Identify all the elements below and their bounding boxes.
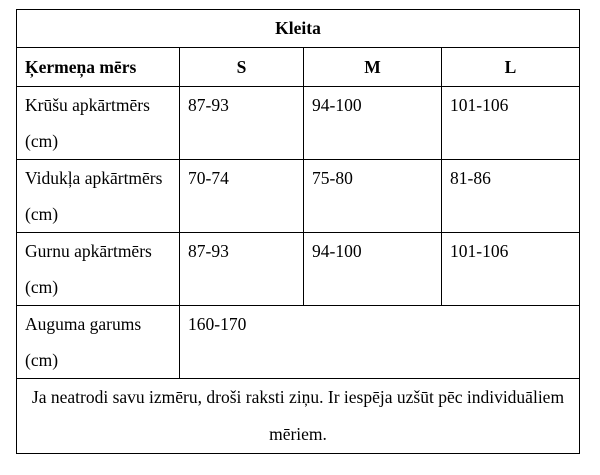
cell-height-value: 160-170 (180, 306, 580, 379)
cell-size-m: 94-100 (304, 233, 442, 306)
table-header-row (17, 48, 580, 87)
table-row-waist (17, 160, 580, 233)
row-label: Krūšu apkārtmērs (cm) (17, 87, 180, 160)
table-note-row (17, 379, 580, 454)
header-measure-label: Ķermeņa mērs (17, 48, 180, 87)
table-note: Ja neatrodi savu izmēru, droši raksti ziņu. Ir iespēja uzšūt pēc individuāliem mēriem. (17, 379, 580, 454)
cell-size-l: 81-86 (442, 160, 580, 233)
row-label: Auguma garums (cm) (17, 306, 180, 379)
table-row-bust (17, 87, 580, 160)
size-chart-table (16, 9, 580, 454)
table-row-height (17, 306, 580, 379)
header-size-s: S (180, 48, 304, 87)
table-title: Kleita (17, 10, 580, 48)
cell-size-s: 87-93 (180, 87, 304, 160)
cell-size-m: 94-100 (304, 87, 442, 160)
cell-size-l: 101-106 (442, 233, 580, 306)
row-label: Vidukļa apkārtmērs (cm) (17, 160, 180, 233)
cell-size-m: 75-80 (304, 160, 442, 233)
row-label: Gurnu apkārtmērs (cm) (17, 233, 180, 306)
header-size-l: L (442, 48, 580, 87)
table-title-row (17, 10, 580, 48)
cell-size-l: 101-106 (442, 87, 580, 160)
cell-size-s: 70-74 (180, 160, 304, 233)
table-row-hips (17, 233, 580, 306)
cell-size-s: 87-93 (180, 233, 304, 306)
header-size-m: M (304, 48, 442, 87)
